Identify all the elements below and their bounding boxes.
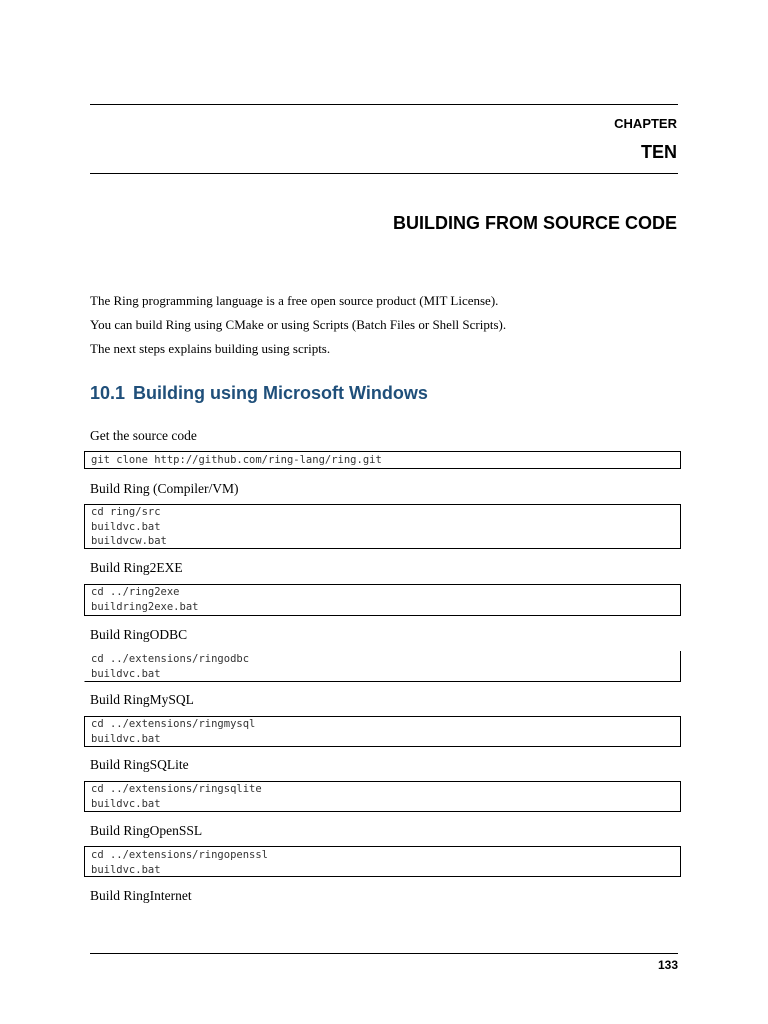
code-block — [84, 651, 681, 682]
code-line: cd ../extensions/ringmysql — [91, 718, 256, 730]
section-title: Building using Microsoft Windows — [133, 383, 428, 403]
intro-paragraph: The Ring programming language is a free open source product (MIT License). — [90, 293, 499, 308]
header-bottom-rule — [90, 173, 678, 174]
chapter-number: TEN — [641, 142, 677, 162]
code-block — [84, 716, 681, 747]
step-label: Get the source code — [90, 428, 197, 443]
footer-rule — [90, 953, 678, 954]
code-line: cd ../extensions/ringodbc — [91, 653, 250, 665]
step-label: Build RingMySQL — [90, 692, 194, 707]
code-block — [84, 451, 681, 469]
chapter-title: BUILDING FROM SOURCE CODE — [392, 213, 677, 233]
step-label: Build RingOpenSSL — [90, 823, 203, 838]
code-line: buildvc.bat — [91, 667, 161, 680]
step-label: Build RingODBC — [90, 627, 188, 642]
section-heading — [90, 383, 428, 404]
code-block — [84, 781, 681, 812]
code-line: buildvc.bat — [91, 863, 161, 876]
intro-paragraph: The next steps explains building using scripts. — [90, 341, 331, 356]
code-block — [84, 584, 681, 616]
code-line: buildring2exe.bat — [91, 600, 199, 613]
section-number: 10.1 — [90, 383, 126, 403]
step-label: Build Ring2EXE — [90, 560, 183, 575]
code-line: buildvc.bat — [91, 797, 161, 810]
chapter-label: CHAPTER — [614, 116, 677, 131]
page-number: 133 — [657, 958, 678, 972]
code-line: cd ../ring2exe — [91, 586, 180, 598]
step-label: Build RingInternet — [90, 888, 192, 903]
code-line: cd ring/src — [91, 506, 161, 518]
code-line: buildvc.bat — [91, 520, 161, 533]
code-block — [84, 846, 681, 877]
code-line: cd ../extensions/ringopenssl — [91, 849, 269, 861]
code-line: git clone http://github.com/ring-lang/ring.git — [91, 454, 382, 466]
code-line: cd ../extensions/ringsqlite — [91, 783, 262, 795]
code-block — [84, 504, 681, 549]
step-label: Build RingSQLite — [90, 757, 189, 772]
header-top-rule — [90, 104, 678, 105]
code-line: buildvc.bat — [91, 732, 161, 745]
code-line: buildvcw.bat — [91, 535, 167, 547]
intro-paragraph: You can build Ring using CMake or using Scripts (Batch Files or Shell Scripts). — [90, 317, 507, 332]
step-label: Build Ring (Compiler/VM) — [90, 481, 239, 496]
